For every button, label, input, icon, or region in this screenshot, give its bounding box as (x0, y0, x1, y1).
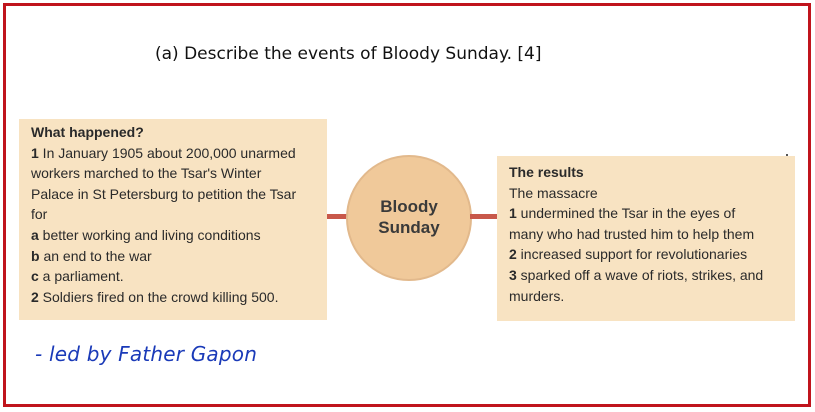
line-text: for (31, 206, 48, 223)
results-heading: The results (509, 164, 584, 180)
panel-line (31, 225, 327, 246)
panel-line (31, 246, 327, 267)
line-text: an end to the war (39, 247, 152, 264)
line-text: Palace in St Petersburg to petition the Tsar (31, 185, 297, 202)
line-text: many who had trusted him to help them (509, 225, 755, 242)
panel-line (31, 266, 327, 287)
panel-line (509, 265, 795, 286)
panel-line (31, 184, 327, 205)
line-number: 1 (509, 205, 517, 222)
line-text: a parliament. (38, 268, 124, 285)
panel-line (509, 224, 795, 245)
circle-line-2: Sunday (378, 218, 440, 237)
panel-line (509, 183, 795, 204)
what-happened-list (31, 143, 327, 308)
panel-line (509, 244, 795, 265)
results-list (509, 183, 795, 307)
line-number: 2 (509, 246, 517, 263)
panel-line (31, 287, 327, 308)
line-text: undermined the Tsar in the eyes of (516, 205, 736, 222)
bloody-sunday-circle (346, 155, 472, 281)
line-number: 1 (31, 144, 39, 161)
panel-line (31, 163, 327, 184)
line-text: better working and living conditions (38, 226, 261, 243)
line-number: c (31, 268, 39, 285)
what-happened-heading: What happened? (31, 124, 144, 140)
what-happened-panel (19, 119, 327, 320)
panel-line (509, 203, 795, 224)
right-connector (470, 214, 497, 219)
line-number: a (31, 226, 39, 243)
line-text: In January 1905 about 200,000 unarmed (38, 144, 296, 161)
line-number: 3 (509, 266, 517, 283)
line-text: sparked off a wave of riots, strikes, and (516, 266, 764, 283)
circle-line-1: Bloody (380, 197, 438, 216)
line-text: workers marched to the Tsar's Winter (31, 165, 262, 182)
line-number: b (31, 247, 40, 264)
panel-line (509, 286, 795, 307)
line-text: Soldiers fired on the crowd killing 500. (38, 288, 279, 305)
line-text: murders. (509, 287, 565, 304)
panel-line (31, 204, 327, 225)
panel-line (31, 143, 327, 164)
line-text: The massacre (509, 184, 598, 201)
line-text: increased support for revolutionaries (516, 246, 748, 263)
question-text: (a) Describe the events of Bloody Sunday. [4] (155, 44, 542, 64)
line-number: 2 (31, 288, 39, 305)
results-panel (497, 156, 795, 321)
handwritten-note: - led by Father Gapon (35, 342, 258, 366)
